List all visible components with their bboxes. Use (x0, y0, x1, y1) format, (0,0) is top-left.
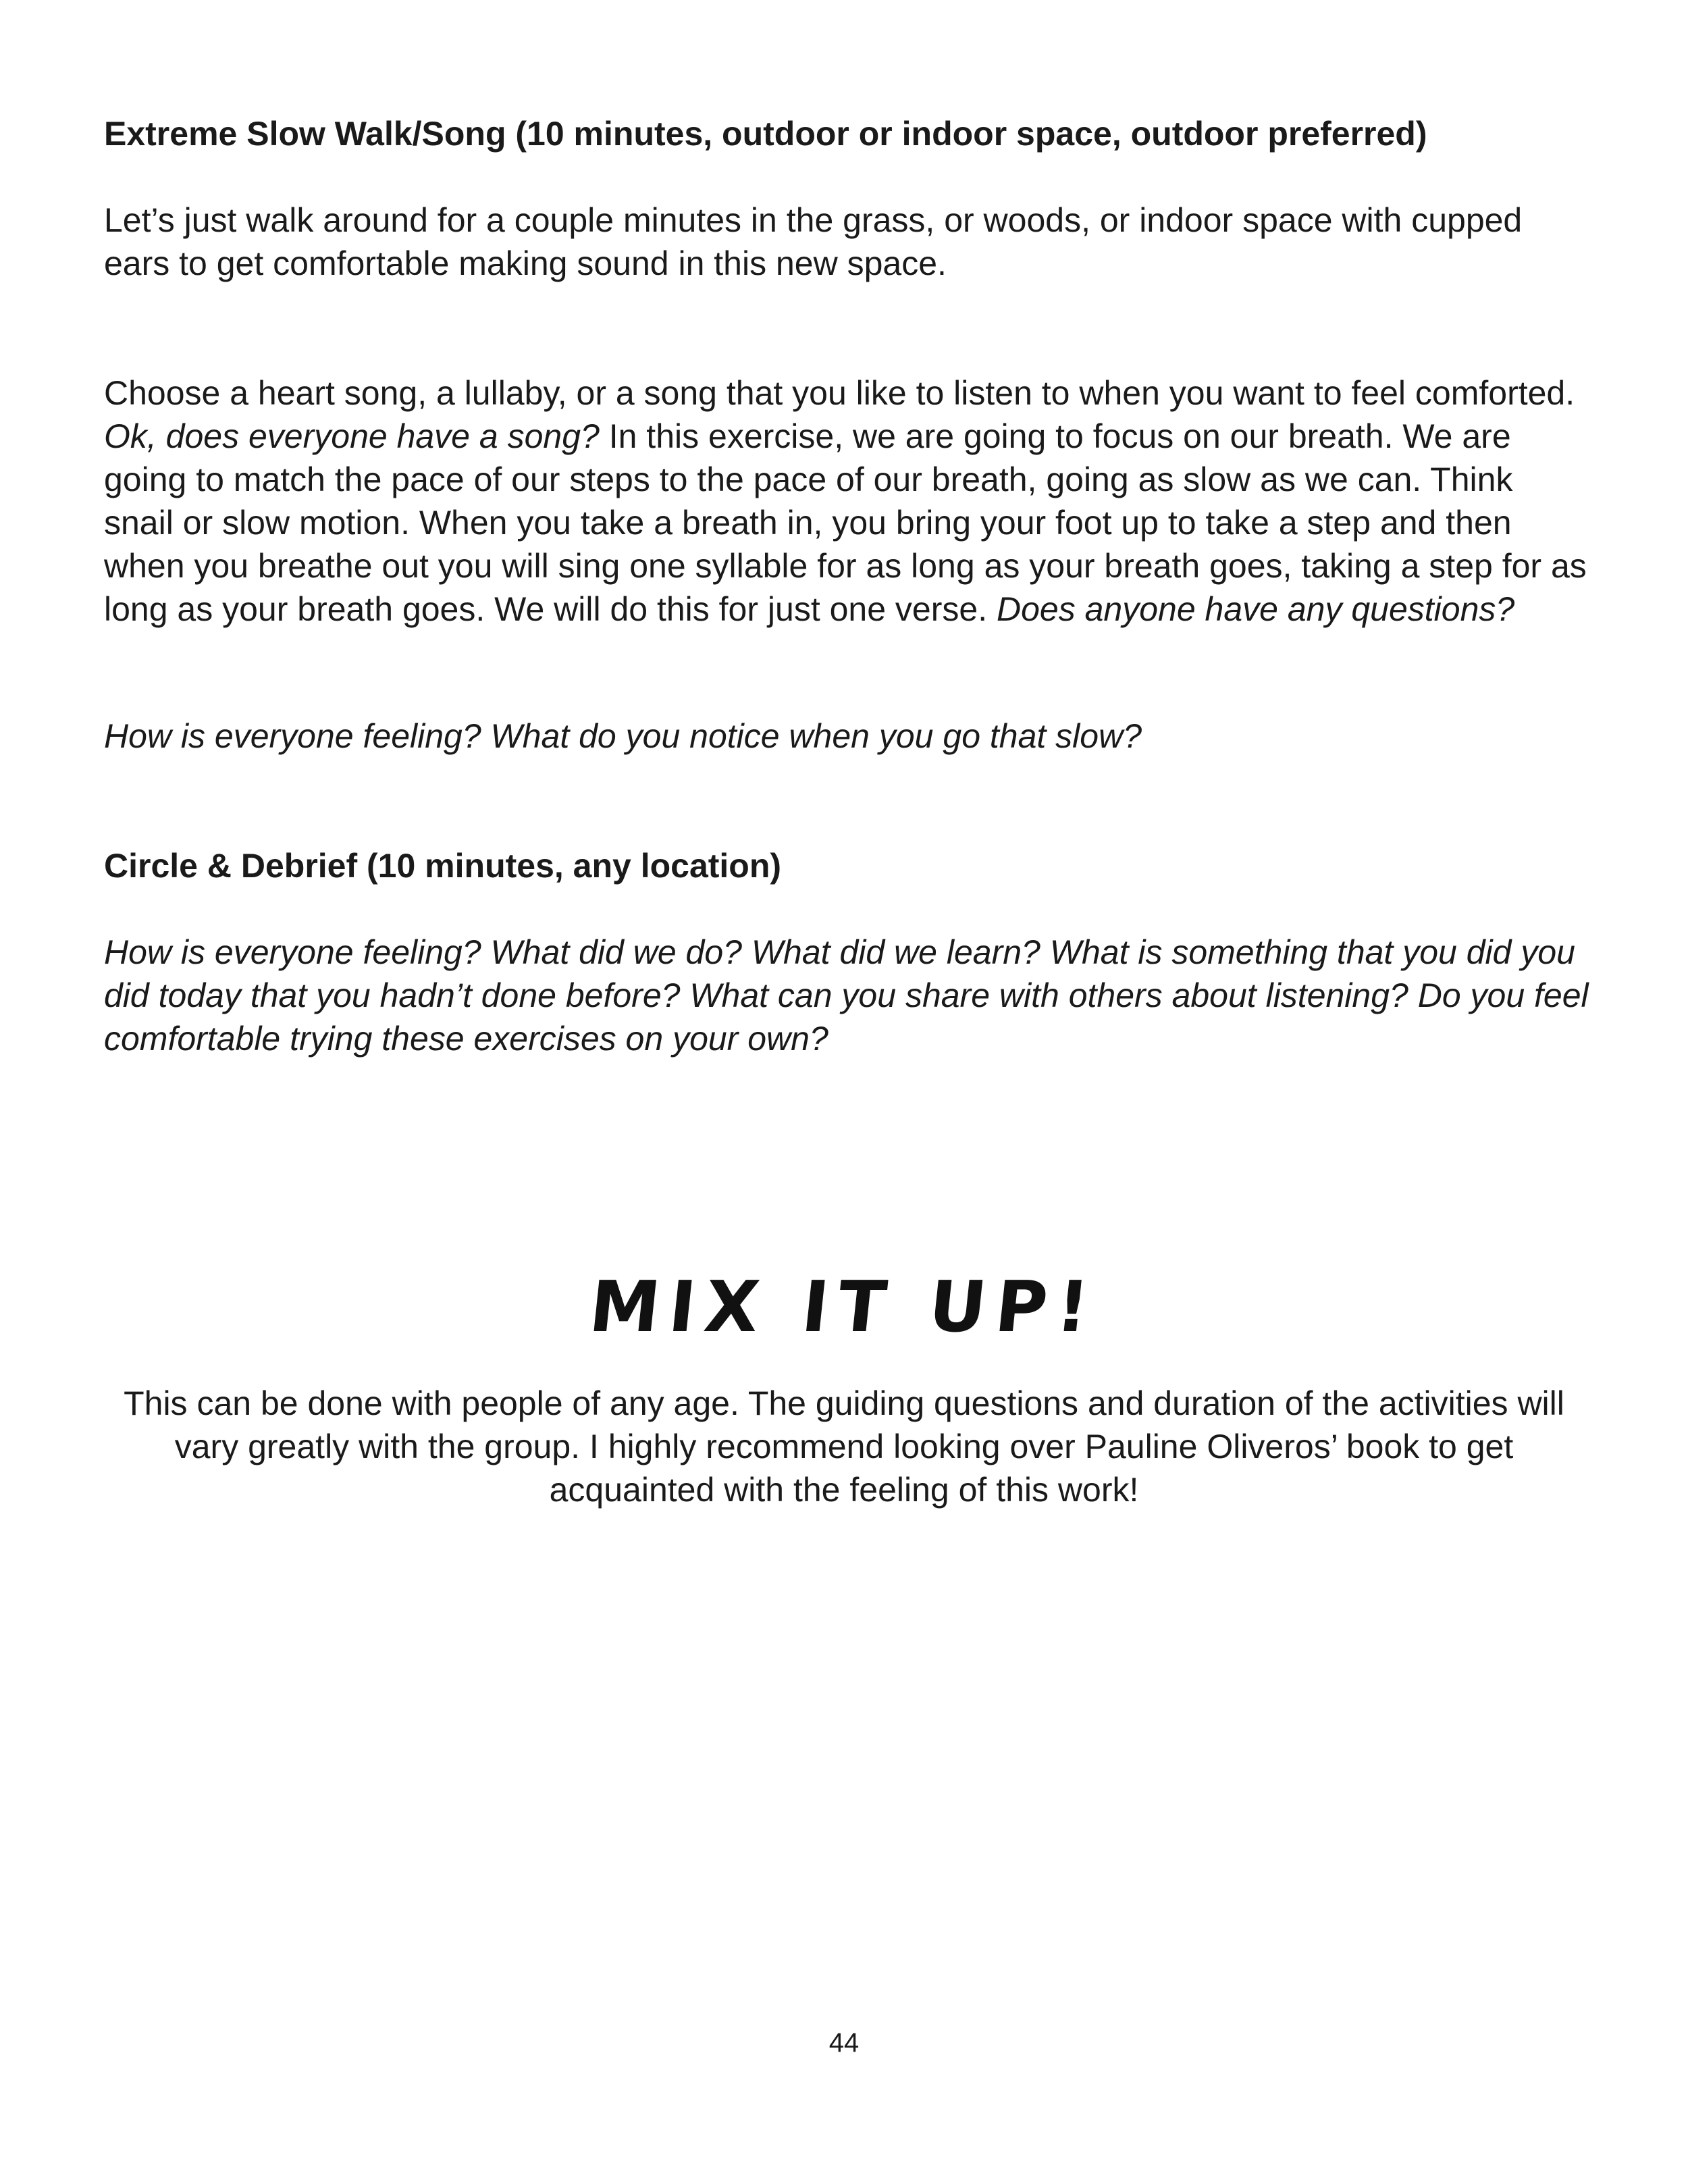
instructions-paragraph (104, 371, 1589, 631)
page-number: 44 (828, 2028, 860, 2058)
section-heading-circle-debrief: Circle & Debrief (10 minutes, any location) (104, 847, 782, 885)
reflection-question: How is everyone feeling? What do you notice when you go that slow? (104, 717, 1142, 755)
instructions-italic-question-1: Ok, does everyone have a song? (104, 417, 600, 455)
mix-it-up-paragraph: This can be done with people of any age. The guiding questions and duration of the activities will vary greatly with the group. I highly recommend looking over Pauline Oliveros’ book to get acquainted with the feeling of this work! (124, 1384, 1564, 1509)
section-heading-slow-walk: Extreme Slow Walk/Song (10 minutes, outdoor or indoor space, outdoor preferred) (104, 115, 1427, 153)
instructions-text-2: In this exercise, we are going to focus on our breath. We are going to match the pace of our steps to the pace of our breath, going as slow as we can. Think snail or slow motion. When you take a breath in, you bring your foot up to take a step and then when you breathe out you will sing one syllable for as long as your breath goes, taking a step for as long as your breath goes. We will do this for just one verse. (104, 417, 1587, 628)
instructions-italic-question-2: Does anyone have any questions? (996, 590, 1515, 628)
intro-paragraph: Let’s just walk around for a couple minutes in the grass, or woods, or indoor space with cupped ears to get comfortable making sound in this new space. (104, 201, 1523, 282)
instructions-text-1: Choose a heart song, a lullaby, or a song that you like to listen to when you want to feel comforted. (104, 374, 1575, 412)
mix-it-up-title: MIX IT UP! (585, 1266, 1103, 1348)
debrief-questions: How is everyone feeling? What did we do? What did we learn? What is something that you did you did today that you hadn’t done before? What can you share with others about listening? Do you feel comfortable trying these exercises on your own? (104, 933, 1589, 1058)
